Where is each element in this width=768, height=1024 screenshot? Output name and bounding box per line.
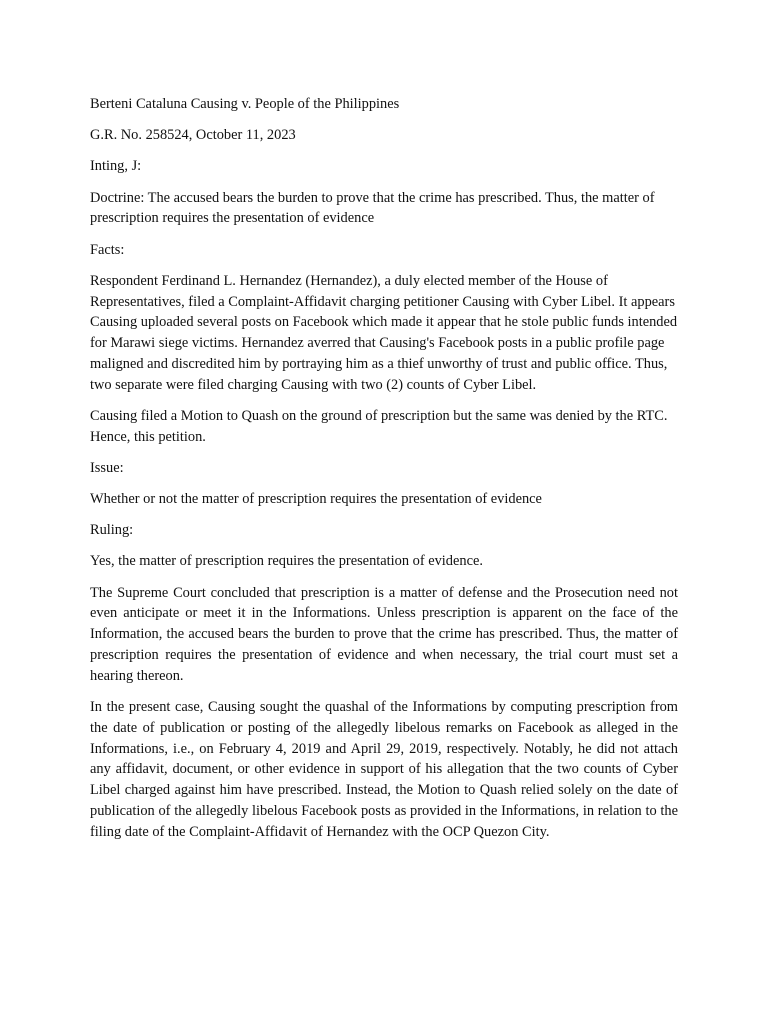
doctrine-paragraph: Doctrine: The accused bears the burden to prove that the crime has prescribed. Thus, the matter of prescription requires the presentation of evidence bbox=[90, 189, 655, 227]
ruling-answer: Yes, the matter of prescription requires the presentation of evidence. bbox=[90, 553, 483, 570]
ruling-heading: Ruling: bbox=[90, 522, 134, 539]
ponente: Inting, J: bbox=[90, 158, 142, 175]
gr-number: G.R. No. 258524, October 11, 2023 bbox=[90, 127, 296, 144]
ruling-paragraph-2: In the present case, Causing sought the quashal of the Informations by computing prescription from the date of publication or posting of the allegedly libelous remarks on Facebook as alleged in the Informations, i.e., on February 4, 2019 and April 29, 2019, respectively. Notably, he did not attach any affidavit, document, or other evidence in support of his allegation that the two counts of Cyber Libel charged against him have prescribed. Instead, the Motion to Quash relied solely on the date of publication of the allegedly libelous Facebook posts as provided in the Informations, in relation to the filing date of the Complaint-Affidavit of Hernandez with the OCP Quezon City. bbox=[90, 699, 678, 840]
facts-paragraph-1: Respondent Ferdinand L. Hernandez (Hernandez), a duly elected member of the House of Representatives, filed a Complaint-Affidavit charging petitioner Causing with Cyber Libel. It appears Causing uploaded several posts on Facebook which made it appear that he stole public funds intended for Marawi siege victims. Hernandez averred that Causing's Facebook posts in a public profile page maligned and discredited him by portraying him as a thief unworthy of trust and public office. Thus, two separate were filed charging Causing with two (2) counts of Cyber Libel. bbox=[90, 272, 678, 393]
case-title: Berteni Cataluna Causing v. People of the Philippines bbox=[90, 96, 400, 112]
facts-paragraph-2: Causing filed a Motion to Quash on the ground of prescription but the same was denied by the RTC. Hence, this petition. bbox=[90, 407, 668, 445]
facts-heading: Facts: bbox=[90, 241, 125, 258]
issue-text: Whether or not the matter of prescription requires the presentation of evidence bbox=[90, 491, 542, 508]
document-page bbox=[90, 94, 678, 853]
ruling-paragraph-1: The Supreme Court concluded that prescription is a matter of defense and the Prosecution need not even anticipate or meet it in the Informations. Unless prescription is apparent on the face of the Information, the accused bears the burden to prove that the crime has prescribed. Thus, the matter of prescription requires the presentation of evidence and when necessary, the trial court must set a hearing thereon. bbox=[90, 584, 678, 684]
issue-heading: Issue: bbox=[90, 459, 124, 476]
